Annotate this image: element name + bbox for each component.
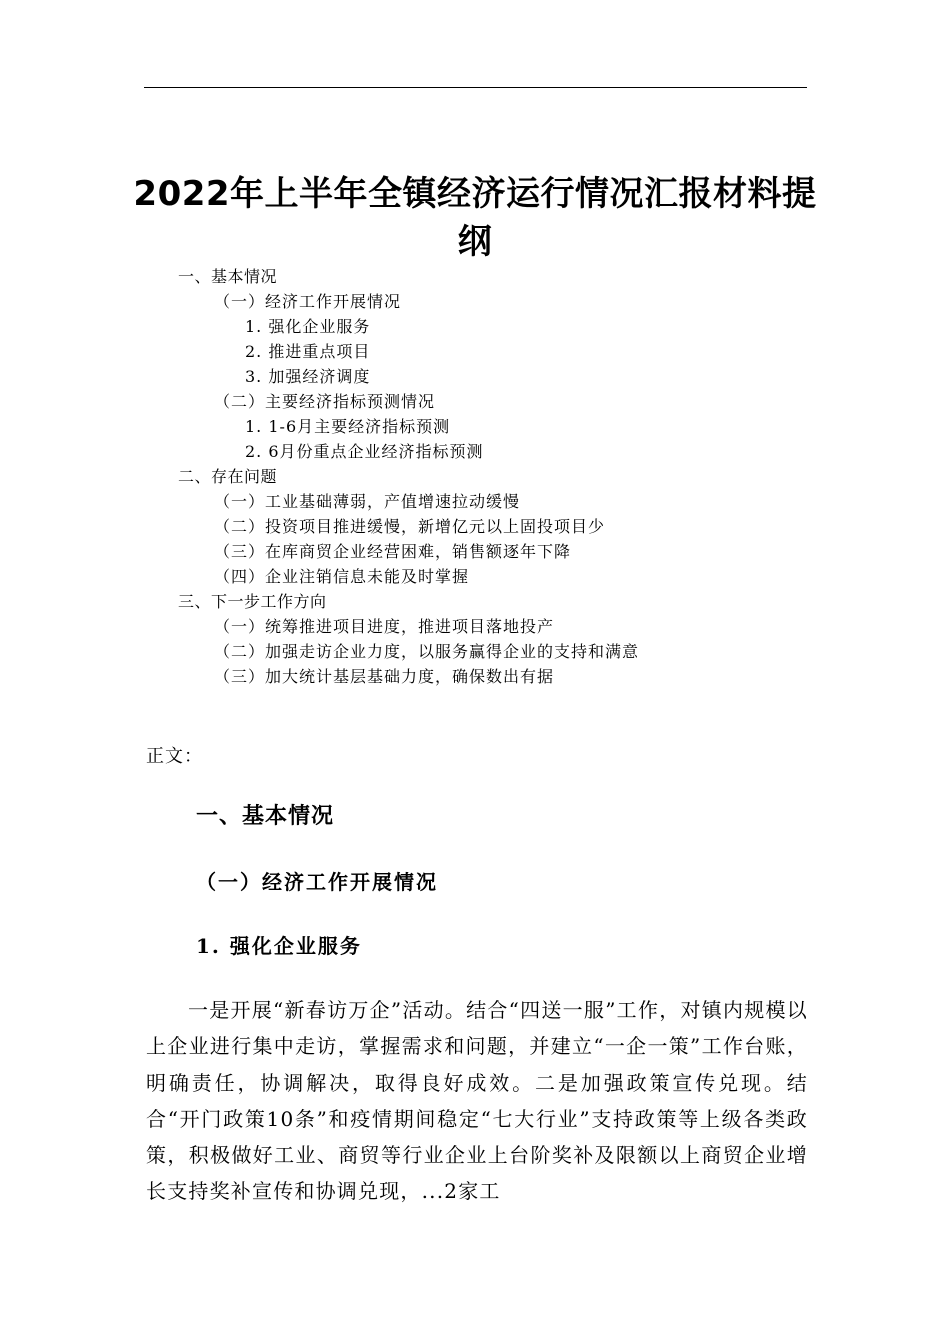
outline-item-level-2: （一）统筹推进项目进度，推进项目落地投产	[214, 617, 555, 636]
outline-item-level-2: （三）在库商贸企业经营困难，销售额逐年下降	[214, 542, 572, 561]
section-heading-1: 一、基本情况	[196, 804, 335, 829]
outline-item-level-1: 二、存在问题	[178, 467, 278, 486]
outline-item-level-3: 3. 加强经济调度	[245, 367, 371, 386]
outline-item-level-3: 2. 推进重点项目	[245, 342, 371, 361]
outline-item-level-1: 三、下一步工作方向	[178, 592, 327, 611]
outline-item-level-2: （二）投资项目推进缓慢，新增亿元以上固投项目少	[214, 517, 606, 536]
outline-item-level-2: （三）加大统计基层基础力度，确保数出有据	[214, 667, 555, 686]
body-paragraph: 一是开展“新春访万企”活动。结合“四送一服”工作，对镇内规模以上企业进行集中走访，掌握需求和问题，并建立“一企一策”工作台账，明确责任，协调解决，取得良好成效。二是加强政策宣传兑现。结合“开门政策10条”和疫情期间稳定“七大行业”支持政策等上级各类政策，积极做好工业、商贸等行业企业上台阶奖补及限额以上商贸企业增长支持奖补宣传和协调兑现，...2家工	[146, 998, 808, 1204]
outline-item-level-2: （一）工业基础薄弱，产值增速拉动缓慢	[214, 492, 521, 511]
document-title: 2022年上半年全镇经济运行情况汇报材料提纲	[133, 174, 817, 262]
section-heading-2: （一）经济工作开展情况	[196, 870, 438, 894]
outline-item-level-3: 1. 1-6月主要经济指标预测	[245, 417, 451, 436]
outline-item-level-2: （四）企业注销信息未能及时掌握	[214, 567, 470, 586]
outline-item-level-1: 一、基本情况	[178, 267, 278, 286]
outline-item-level-3: 2. 6月份重点企业经济指标预测	[245, 442, 484, 461]
outline-item-level-2: （二）加强走访企业力度，以服务赢得企业的支持和满意	[214, 642, 640, 661]
body-label: 正文：	[146, 746, 203, 767]
outline-item-level-2: （一）经济工作开展情况	[214, 292, 402, 311]
header-rule	[144, 87, 807, 88]
section-heading-3: 1. 强化企业服务	[196, 934, 362, 958]
outline-item-level-3: 1. 强化企业服务	[245, 317, 371, 336]
outline-item-level-2: （二）主要经济指标预测情况	[214, 392, 436, 411]
